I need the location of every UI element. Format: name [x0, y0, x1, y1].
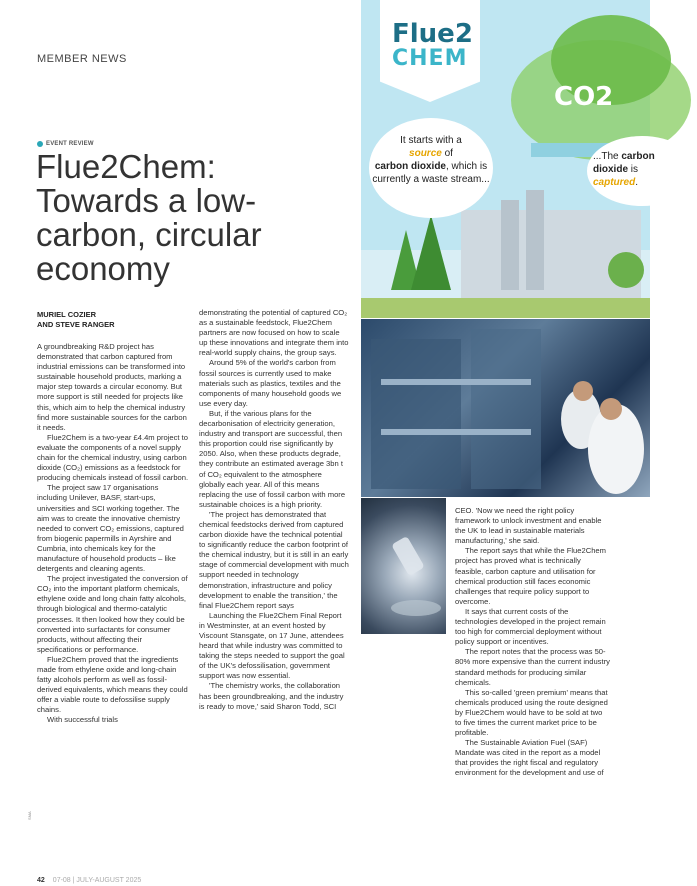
paragraph: CEO. 'Now we need the right policy framework to unlock investment and enable the UK to lead in sustainable materials manufacturing,' she said.	[455, 506, 602, 546]
byline	[37, 310, 115, 330]
paragraph: 'The project has demonstrated that chemical feedstocks derived from captured carbon dioxide have the technical potential to significantly reduce the carbon footprint of the chemical industry, but it is still in an early stage of commercial development with much support needed in technology demonstration, infrastructure and policy development to enable the transition,' the final Flue2Chem report says	[199, 509, 349, 610]
page-footer	[37, 877, 141, 884]
event-tag	[37, 141, 94, 147]
event-dot-icon	[37, 141, 43, 147]
author-line-1: MURIEL COZIER	[37, 310, 97, 319]
co2-label: CO2	[554, 82, 614, 112]
bubble-text: ...The	[593, 151, 619, 162]
bubble-text: It starts with a	[400, 135, 462, 146]
bubble-bold: carbon dioxide	[374, 161, 446, 172]
paragraph: It says that current costs of the technologies developed in the project remain too high for commercial deployment without policy support or incentives.	[455, 606, 606, 647]
body-column-1	[37, 342, 189, 726]
paragraph: But, if the various plans for the decarbonisation of electricity generation, industry and transport are successful, then this proportion could rise significantly by 2050. Also, when these products degrade, they contribute an estimated average 3bn t of CO₂ equivalent to the atmosphere globally each year. All of this means replacing the use of fossil carbon with more sustainable choices is a high priority.	[199, 408, 346, 509]
paragraph: Around 5% of the world's carbon from fossil sources is currently used to make materials such as plastics, textiles and the components of many household goods we use every day.	[199, 358, 342, 408]
page-number: 42	[37, 877, 45, 884]
paragraph: With successful trials	[47, 715, 118, 725]
bubble-highlight: source	[409, 148, 442, 159]
body-column-3	[455, 506, 610, 779]
body-column-2	[199, 308, 349, 712]
logo-chem: CHEM	[392, 46, 468, 71]
bubble-text: of	[444, 148, 453, 159]
author-line-2: AND STEVE RANGER	[37, 320, 115, 329]
flue2chem-illustration	[361, 0, 655, 318]
bubble-text: is	[630, 164, 639, 175]
bubble-text: , which is currently a waste stream...	[372, 161, 490, 185]
headline: Flue2Chem: Towards a low-carbon, circular economy	[36, 148, 262, 287]
photo-credit: SMA	[27, 811, 32, 820]
issue-label: 07-08 | JULY-AUGUST 2025	[52, 877, 142, 884]
paragraph: This so-called 'green premium' means that chemicals produced using the route designed by Flue2Chem would have to be sold at two to five times the current market price to be profitable.	[455, 687, 608, 738]
bubble-bold: carbon	[621, 151, 655, 162]
bubble-highlight: captured	[593, 177, 636, 188]
paragraph: 'The chemistry works, the collaboration has been groundbreaking, and the industry is ready to move,' said Sharon Todd, SCI	[199, 681, 344, 711]
bubble-source	[369, 118, 493, 218]
paragraph: The project saw 17 organisations including Unilever, BASF, start-ups, universities and SCI working together. The aim was to create the innovative chemistry needed to convert CO₂ emissions, captured from biogenic papermills in Ayrshire and Cumbria, into chemicals key for the manufacture of household products – like detergents and cleaning agents.	[37, 483, 184, 574]
paragraph: Launching the Flue2Chem Final Report in Westminster, at an event hosted by Viscount Stansgate, on 17 June, attendees heard that while industry was committed to taking the steps needed to support the goal of the UK's defossilisation, government support was now essential.	[199, 610, 345, 681]
bubble-text: .	[635, 177, 639, 188]
paragraph: demonstrating the potential of captured CO₂ as a sustainable feedstock, Flue2Chem partners are now focused on how to scale up these innovations and integrate them into real-world supply chains, the group says.	[199, 308, 349, 358]
paragraph: Flue2Chem is a two-year £4.4m project to evaluate the components of a novel supply chain for the chemical industry, using carbon dioxide (CO₂) emissions as a feedstock for producing chemicals instead of fossil carbon.	[37, 432, 189, 483]
event-tag-label: EVENT REVIEW	[46, 141, 94, 147]
bubble-bold: dioxide	[593, 164, 629, 175]
vial-photo	[361, 498, 446, 634]
bubble-captured	[587, 136, 697, 206]
paragraph: The project investigated the conversion of CO₂ into the important platform chemicals, ethylene oxide and long chain fatty alcohols, through biological and thermo-catalytic processes. It then looked how they could be converted into surfactants for consumer products, without affecting their specifications or performance.	[37, 574, 188, 654]
paragraph: The report notes that the process was 50-80% more expensive than the current industry standard methods for producing similar chemicals.	[455, 647, 610, 687]
logo-flue2: Flue2	[392, 19, 473, 49]
paragraph: The report says that while the Flue2Chem project has proved what is technically feasible, carbon capture and utilisation for chemical production still faces economic challenges that require policy support to overcome.	[455, 546, 606, 606]
lab-scene	[361, 319, 650, 497]
lab-photo	[361, 319, 650, 497]
paragraph: The Sustainable Aviation Fuel (SAF) Mandate was cited in the report as a model that provides the right fiscal and regulatory environment for the development and use of	[455, 738, 604, 778]
paragraph: A groundbreaking R&D project has demonstrated that carbon captured from industrial emissions can be transformed into sustainable household products, marking a major step towards a circular economy. But more support is still needed for projects like this, which aim to help the chemical industry find more sustainable sources for the carbon it needs.	[37, 342, 187, 432]
vial-scene	[361, 498, 446, 634]
section-label: MEMBER NEWS	[37, 53, 127, 65]
paragraph: Flue2Chem proved that the ingredients made from ethylene oxide and long-chain fatty alcohols perform as well as fossil-derived equivalents, which means they could offer a viable route to defossilise supply chains.	[37, 654, 188, 715]
